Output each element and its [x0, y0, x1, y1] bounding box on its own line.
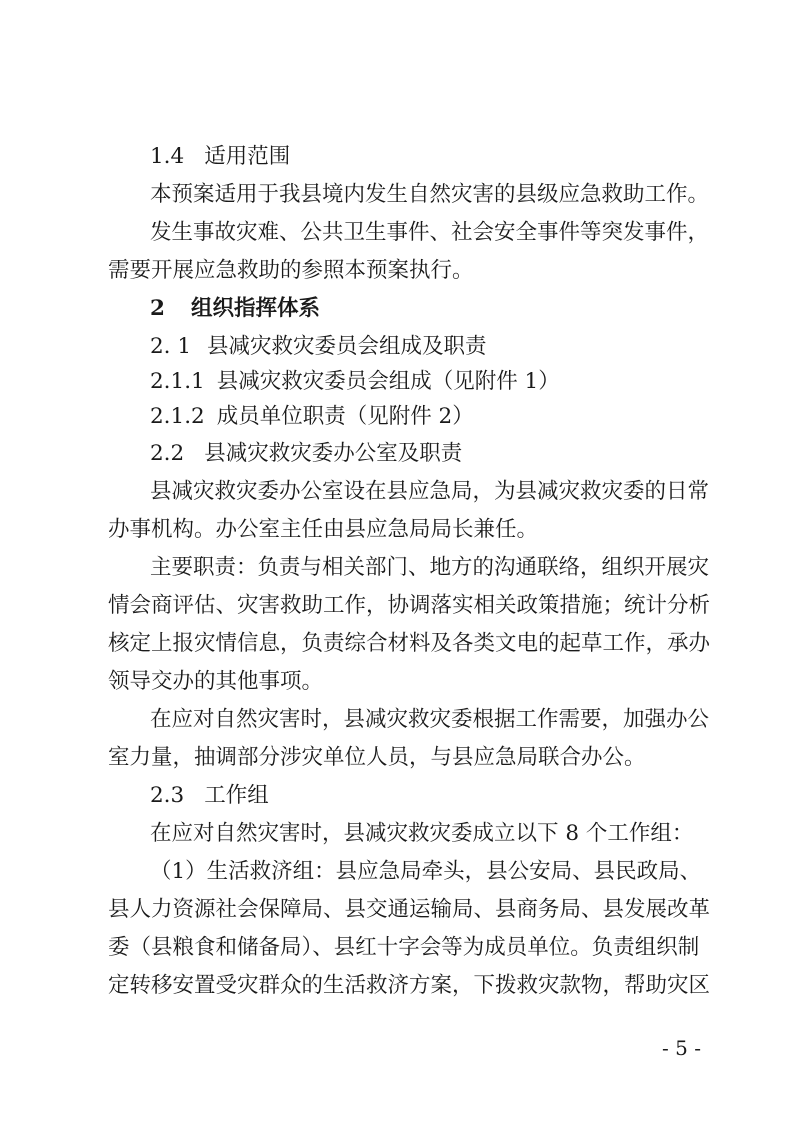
paragraph-line: 委（县粮食和储备局）、县红十字会等为成员单位。负责组织制	[108, 935, 700, 960]
paragraph-line: 发生事故灾难、公共卫生事件、社会安全事件等突发事件，	[150, 220, 710, 245]
section-heading-2-2: 2.2 县减灾救灾委办公室及职责	[150, 441, 463, 466]
section-heading-1-4: 1.4 适用范围	[150, 144, 291, 169]
section-heading-2-1-1: 2.1.1 县减灾救灾委员会组成（见附件 1）	[150, 369, 560, 394]
paragraph-line: 在应对自然灾害时，县减灾救灾委成立以下 8 个工作组：	[150, 821, 694, 846]
paragraph-line: 核定上报灾情信息，负责综合材料及各类文电的起草工作，承办	[108, 631, 711, 656]
paragraph-line: 县减灾救灾委办公室设在县应急局，为县减灾救灾委的日常	[150, 479, 710, 504]
paragraph-line: 情会商评估、灾害救助工作，协调落实相关政策措施；统计分析	[108, 593, 711, 618]
section-heading-2-1-2: 2.1.2 成员单位职责（见附件 2）	[150, 404, 474, 429]
paragraph-line: 领导交办的其他事项。	[108, 669, 324, 694]
section-heading-2-1: 2. 1 县减灾救灾委员会组成及职责	[150, 334, 487, 359]
paragraph-line: 主要职责：负责与相关部门、地方的沟通联络，组织开展灾	[150, 555, 710, 580]
page-number: - 5 -	[662, 1036, 701, 1060]
paragraph-line: 办事机构。办公室主任由县应急局局长兼任。	[108, 517, 539, 542]
paragraph-line: 室力量，抽调部分涉灾单位人员，与县应急局联合办公。	[108, 745, 646, 770]
section-heading-2: 2 组织指挥体系	[150, 296, 320, 321]
paragraph-line: 县人力资源社会保障局、县交通运输局、县商务局、县发展改革	[108, 897, 711, 922]
paragraph-line: 本预案适用于我县境内发生自然灾害的县级应急救助工作。	[150, 182, 710, 207]
paragraph-line: 在应对自然灾害时，县减灾救灾委根据工作需要，加强办公	[150, 707, 710, 732]
section-heading-2-3: 2.3 工作组	[150, 783, 269, 808]
paragraph-line: 需要开展应急救助的参照本预案执行。	[108, 258, 474, 283]
paragraph-line: （1）生活救济组：县应急局牵头，县公安局、县民政局、	[150, 859, 702, 884]
paragraph-line: 定转移安置受灾群众的生活救济方案，下拨救灾款物，帮助灾区	[108, 973, 711, 998]
